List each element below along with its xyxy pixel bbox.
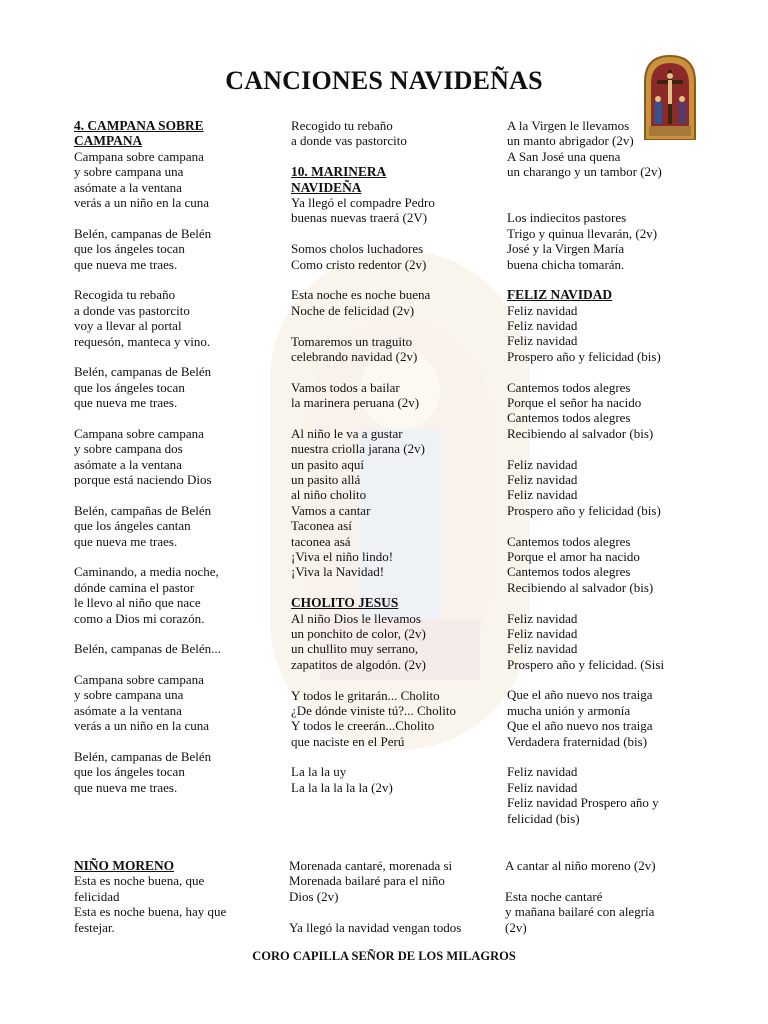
lyric-line: Y todos le gritarán... Cholito — [291, 687, 440, 703]
lyric-line: un ponchito de color, (2v) — [291, 625, 426, 641]
lyric-line: voy a llevar al portal — [74, 318, 182, 334]
lyric-line: Feliz navidad — [507, 487, 578, 503]
stanza-gap — [74, 487, 221, 502]
lyric-line: Cantemos todos alegres — [507, 533, 631, 549]
song-heading: NIÑO MORENO — [74, 858, 175, 873]
lyric-line: que naciste en el Perú — [291, 733, 405, 749]
lyric-line: nuestra criolla jarana (2v) — [291, 441, 425, 457]
stanza-gap — [291, 272, 456, 287]
song-heading: 4. CAMPANA SOBRE — [74, 118, 204, 133]
lyric-line: verás a un niño en la cuna — [74, 194, 210, 210]
stanza-gap — [507, 749, 664, 764]
lyric-line: Feliz navidad — [507, 318, 578, 334]
lyric-line: Trigo y quinua llevarán, (2v) — [507, 225, 658, 241]
lyric-line: felicidad — [74, 888, 120, 904]
stanza-gap — [507, 180, 664, 195]
stanza-gap — [291, 580, 456, 595]
lyric-line: a donde vas pastorcito — [291, 133, 407, 149]
lyric-line: Esta noche cantaré — [505, 888, 603, 904]
lyric-line: Belén, campañas de Belén — [74, 502, 212, 518]
lyric-line: que nueva me traes. — [74, 256, 178, 272]
lyric-line: y mañana bailaré con alegría — [505, 904, 655, 920]
lyric-line: asómate a la ventana — [74, 456, 182, 472]
lyric-line: que los ángeles tocan — [74, 764, 185, 780]
lyric-line: Recogida tu rebaño — [74, 287, 176, 303]
lyric-line: A la Virgen le llevamos — [507, 118, 630, 133]
lyric-line: que nueva me traes. — [74, 533, 178, 549]
lyric-line: Campana sobre campana — [74, 148, 204, 164]
lyric-line: Como cristo redentor (2v) — [291, 256, 427, 272]
bottom-column-3-lyrics — [505, 858, 656, 935]
stanza-gap — [291, 226, 456, 241]
lyric-line: Porque el señor ha nacido — [507, 395, 642, 411]
stanza-gap — [291, 749, 456, 764]
lyric-line: zapatitos de algodón. (2v) — [291, 656, 427, 672]
lyric-line: Vamos a cantar — [291, 502, 371, 518]
lyric-line: Recibiendo al salvador (bis) — [507, 579, 654, 595]
lyric-line: Esta es noche buena, que — [74, 873, 205, 889]
lyric-line: (2v) — [505, 919, 527, 935]
stanza-gap — [507, 672, 664, 687]
lyric-line: le llevo al niño que nace — [74, 595, 201, 611]
lyric-line: Porque el amor ha nacido — [507, 548, 640, 564]
lyric-line: y sobre campana una — [74, 164, 184, 180]
lyric-line: Los indiecitos pastores — [507, 210, 627, 226]
lyric-line: Y todos le creerán...Cholito — [291, 718, 435, 734]
lyric-line: porque está naciendo Dios — [74, 472, 212, 488]
lyric-line: un chullito muy serrano, — [291, 641, 419, 657]
lyric-line: Feliz navidad — [507, 641, 578, 657]
lyric-line: asómate a la ventana — [74, 702, 182, 718]
lyric-line: A cantar al niño moreno (2v) — [505, 858, 656, 873]
lyric-line: que nueva me traes. — [74, 395, 178, 411]
lyric-line: Belén, campanas de Belén... — [74, 641, 221, 657]
column-1-lyrics — [74, 118, 221, 795]
stanza-gap — [291, 149, 456, 164]
lyric-line: Prospero año y felicidad (bis) — [507, 348, 661, 364]
lyric-line: A San José una quena — [507, 148, 621, 164]
song-heading: FELIZ NAVIDAD — [507, 287, 613, 303]
lyric-line: taconea asá — [291, 533, 351, 549]
lyric-line: requesón, manteca y vino. — [74, 333, 211, 349]
lyric-line: La la la la la la (2v) — [291, 779, 393, 795]
lyric-line: Tomaremos un traguito — [291, 333, 413, 349]
lyric-line: Esta es noche buena, hay que — [74, 904, 227, 920]
lyric-line: Morenada cantaré, morenada si — [289, 858, 453, 873]
stanza-gap — [291, 364, 456, 379]
stanza-gap — [74, 549, 221, 564]
lyric-line: festejar. — [74, 919, 115, 935]
lyric-line: Campana sobre campana — [74, 425, 204, 441]
column-3-lyrics — [507, 118, 664, 826]
lyric-line: asómate a la ventana — [74, 179, 182, 195]
bottom-column-2-lyrics — [289, 858, 461, 935]
song-heading: NAVIDEÑA — [291, 179, 362, 195]
stanza-gap — [74, 410, 221, 425]
stanza-gap — [289, 904, 461, 919]
lyric-line: verás a un niño en la cuna — [74, 718, 210, 734]
lyric-line: Noche de felicidad (2v) — [291, 302, 415, 318]
lyric-line: La la la uy — [291, 764, 347, 780]
lyric-line: y sobre campana una — [74, 687, 184, 703]
lyric-line: a donde vas pastorcito — [74, 302, 190, 318]
lyric-line: Recibiendo al salvador (bis) — [507, 425, 654, 441]
lyric-line: como a Dios mi corazón. — [74, 610, 205, 626]
lyric-line: Cantemos todos alegres — [507, 379, 631, 395]
stanza-gap — [291, 672, 456, 687]
lyric-line: la marinera peruana (2v) — [291, 395, 420, 411]
lyric-line: Prospero año y felicidad. (Sisi — [507, 656, 665, 672]
lyric-line: Feliz navidad — [507, 302, 578, 318]
lyric-line: mucha unión y armonía — [507, 702, 631, 718]
lyric-line: Ya llegó la navidad vengan todos — [289, 919, 462, 935]
lyric-line: Vamos todos a bailar — [291, 379, 400, 395]
stanza-gap — [74, 734, 221, 749]
stanza-gap — [507, 441, 664, 456]
lyric-line: que los ángeles tocan — [74, 379, 185, 395]
lyric-line: ¡Viva la Navidad! — [291, 564, 385, 580]
song-heading: CAMPANA — [74, 133, 143, 149]
lyric-line: Dios (2v) — [289, 888, 339, 904]
lyric-line: Belén, campanas de Belén — [74, 225, 212, 241]
lyric-line: Campana sobre campana — [74, 672, 204, 688]
column-2-lyrics — [291, 118, 456, 795]
footer-credit: CORO CAPILLA SEÑOR DE LOS MILAGROS — [252, 949, 516, 963]
stanza-gap — [74, 626, 221, 641]
lyric-line: Feliz navidad Prospero año y — [507, 795, 659, 811]
page-title: CANCIONES NAVIDEÑAS — [225, 66, 543, 95]
bottom-column-1-lyrics — [74, 858, 226, 935]
stanza-gap — [507, 364, 664, 379]
stanza-gap — [74, 210, 221, 225]
lyric-line: ¡Viva el niño lindo! — [291, 548, 394, 564]
lyric-line: Belén, campanas de Belén — [74, 364, 212, 380]
lyric-line: buena chicha tomarán. — [507, 256, 625, 272]
lyric-line: un pasito aquí — [291, 456, 364, 472]
lyric-line: y sobre campana dos — [74, 441, 183, 457]
lyric-line: Que el año nuevo nos traiga — [507, 718, 653, 734]
lyric-line: Morenada bailaré para el niño — [289, 873, 445, 889]
lyric-line: Cantemos todos alegres — [507, 564, 631, 580]
stanza-gap — [507, 595, 664, 610]
lyric-line: Prospero año y felicidad (bis) — [507, 502, 661, 518]
lyric-line: Feliz navidad — [507, 625, 578, 641]
lyric-line: Taconea así — [291, 518, 352, 534]
lyric-line: Verdadera fraternidad (bis) — [507, 733, 648, 749]
lyric-line: Cantemos todos alegres — [507, 410, 631, 426]
lyric-line: Feliz navidad — [507, 779, 578, 795]
stanza-gap — [507, 272, 664, 287]
stanza-gap — [507, 195, 664, 210]
lyric-line: buenas nuevas traerá (2V) — [291, 210, 428, 226]
lyric-line: un charango y un tambor (2v) — [507, 164, 662, 180]
lyric-line: Que el año nuevo nos traiga — [507, 687, 653, 703]
lyric-line: José y la Virgen María — [507, 241, 625, 257]
lyric-line: Belén, campanas de Belén — [74, 749, 212, 765]
lyric-line: dónde camina el pastor — [74, 579, 195, 595]
stanza-gap — [291, 318, 456, 333]
lyric-line: un pasito allá — [291, 472, 361, 488]
song-heading: CHOLITO JESUS — [291, 595, 399, 611]
lyric-line: Esta noche es noche buena — [291, 287, 431, 303]
lyric-line: que los ángeles tocan — [74, 241, 185, 257]
lyric-line: Recogido tu rebaño — [291, 118, 393, 133]
lyric-line: un manto abrigador (2v) — [507, 133, 634, 149]
stanza-gap — [291, 410, 456, 425]
lyric-line: que los ángeles cantan — [74, 518, 191, 534]
stanza-gap — [507, 518, 664, 533]
lyric-line: ¿De dónde viniste tú?... Cholito — [291, 702, 457, 718]
lyric-line: Al niño Dios le llevamos — [291, 610, 421, 626]
lyric-line: felicidad (bis) — [507, 810, 580, 826]
lyric-line: Feliz navidad — [507, 333, 578, 349]
lyric-line: Feliz navidad — [507, 472, 578, 487]
lyric-line: Al niño le va a gustar — [291, 425, 403, 441]
song-heading: 10. MARINERA — [291, 164, 387, 180]
stanza-gap — [74, 349, 221, 364]
lyric-line: que nueva me traes. — [74, 779, 178, 795]
lyric-line: Feliz navidad — [507, 456, 578, 472]
lyric-line: Feliz navidad — [507, 610, 578, 626]
lyric-line: Feliz navidad — [507, 764, 578, 780]
lyric-line: Caminando, a media noche, — [74, 564, 219, 580]
lyric-line: celebrando navidad (2v) — [291, 348, 418, 364]
stanza-gap — [74, 657, 221, 672]
lyric-line: Ya llegó el compadre Pedro — [291, 194, 435, 210]
lyric-line: Somos cholos luchadores — [291, 241, 424, 257]
stanza-gap — [74, 272, 221, 287]
lyric-line: al niño cholito — [291, 487, 367, 503]
stanza-gap — [505, 873, 656, 888]
